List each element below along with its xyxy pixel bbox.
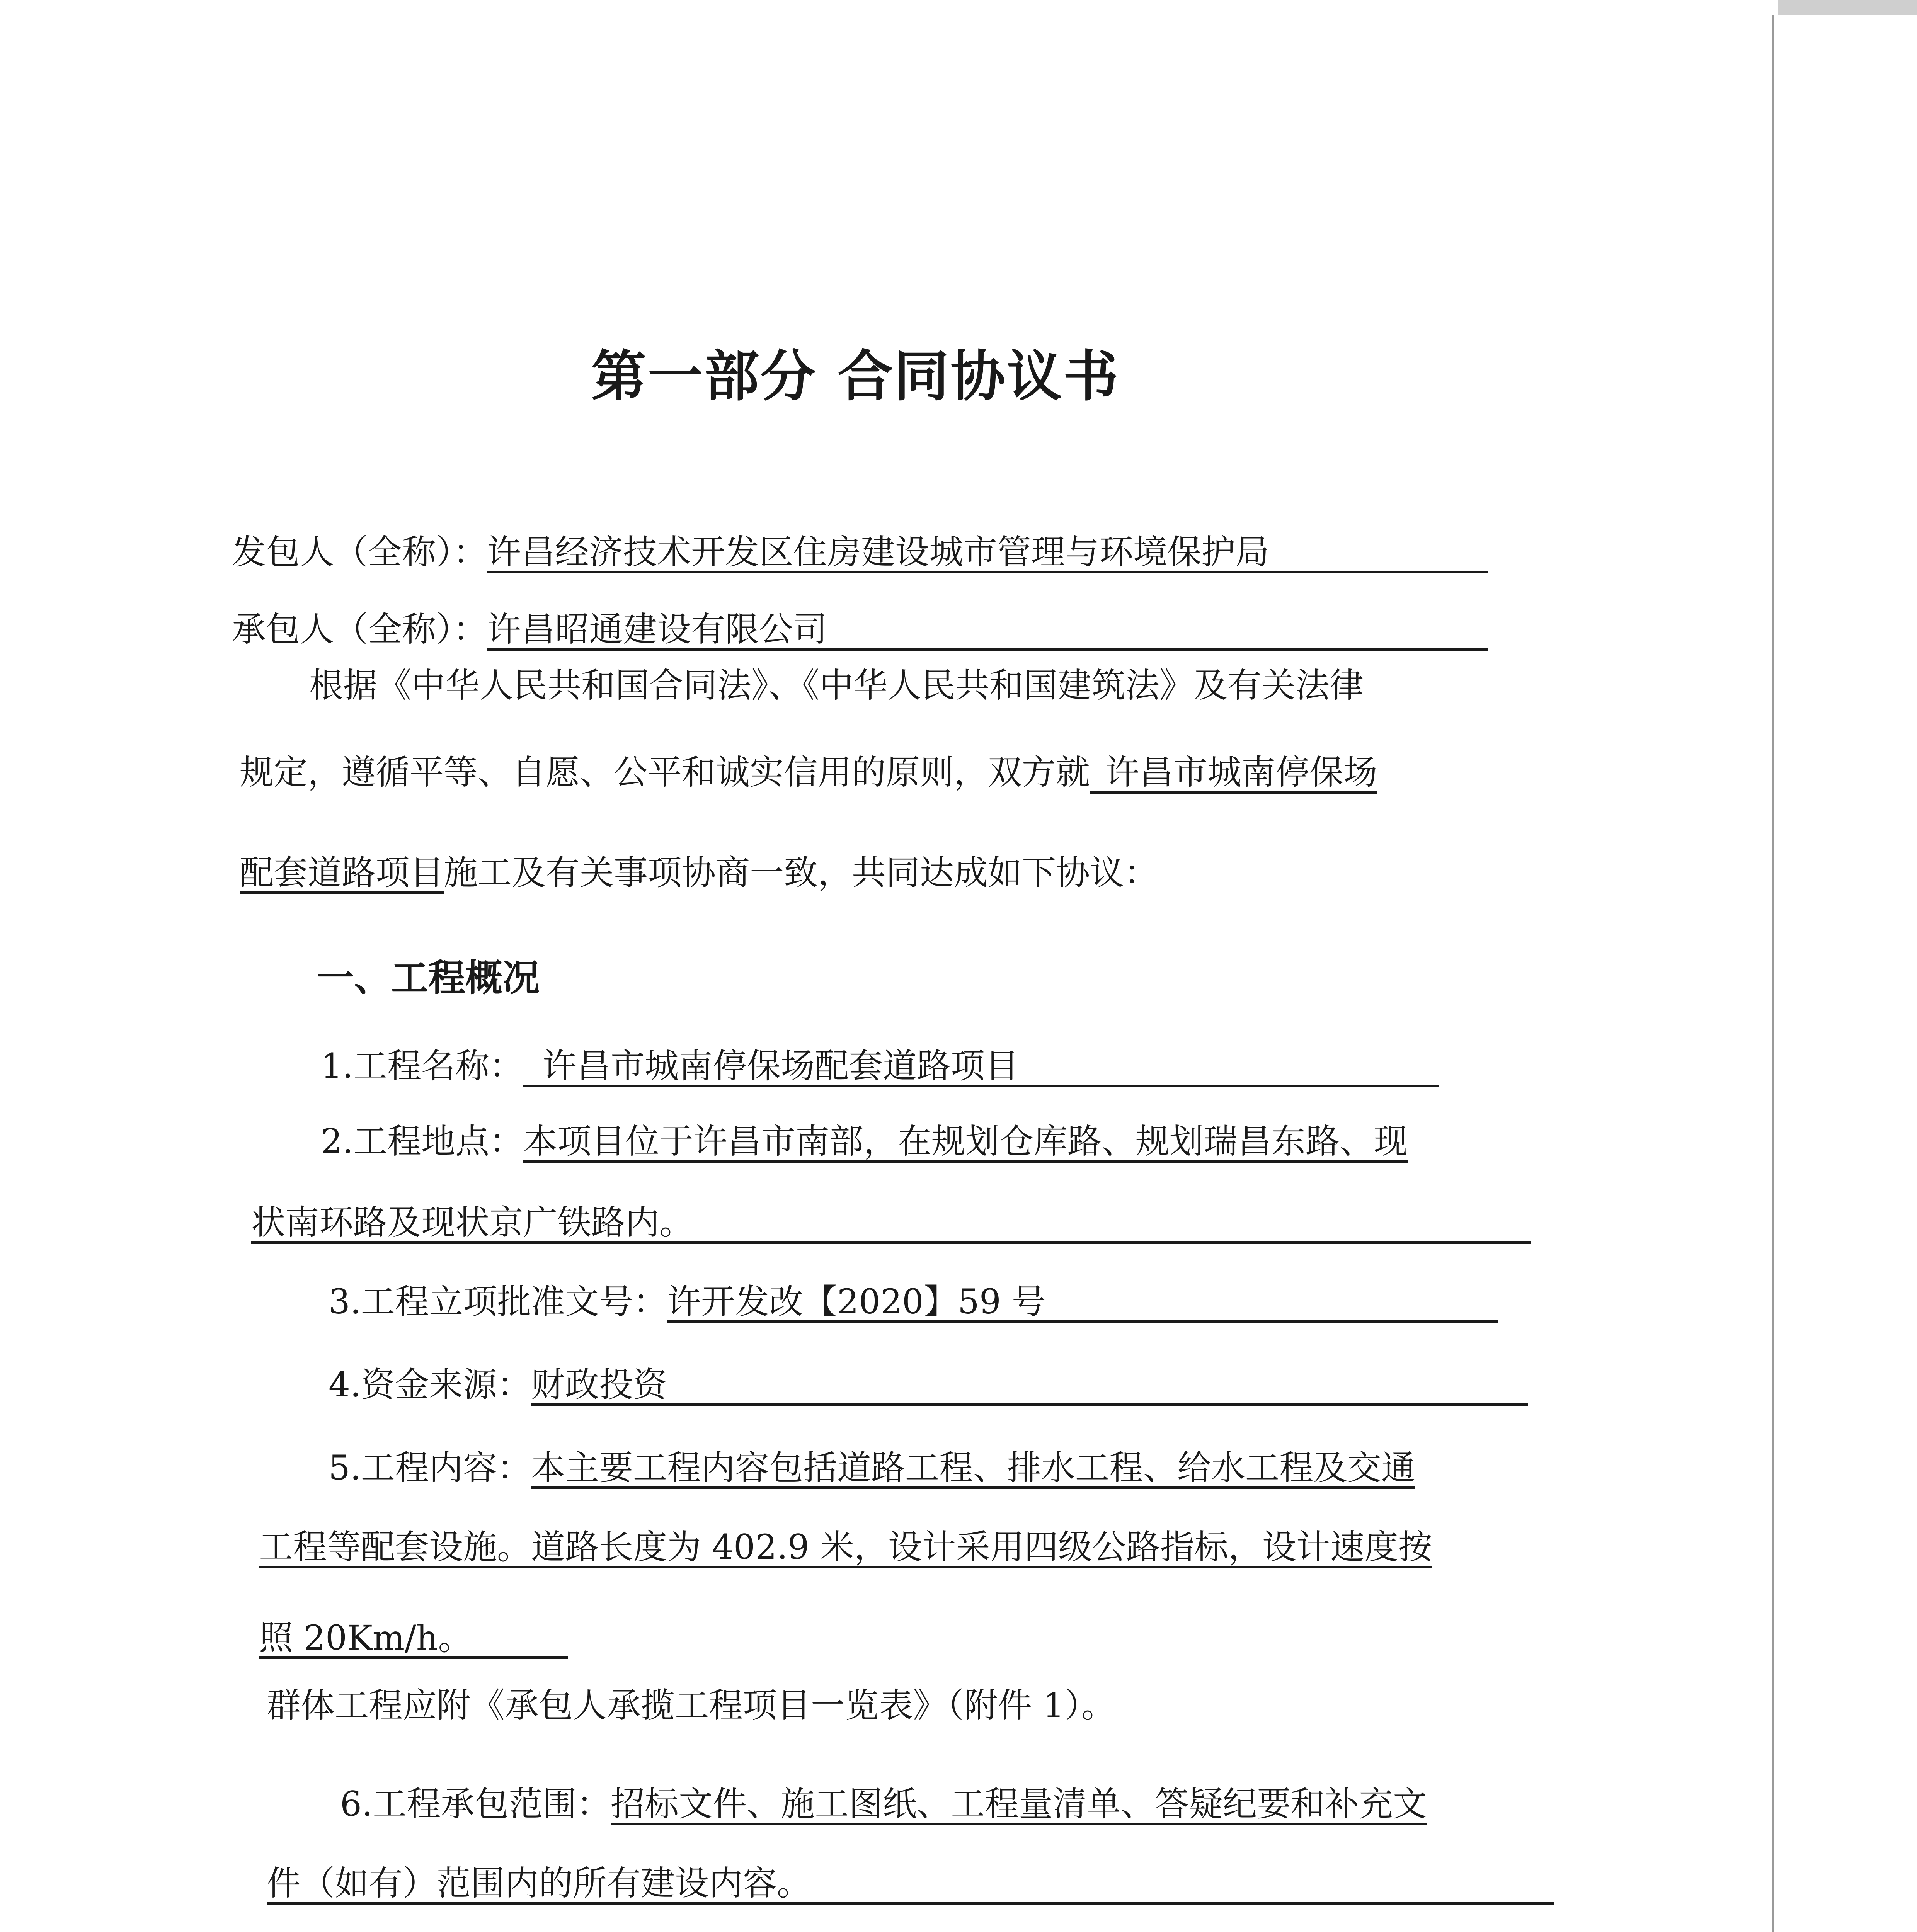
scan-edge-top [1778, 0, 1917, 15]
item-5-value-line-1: 本主要工程内容包括道路工程、排水工程、给水工程及交通 [531, 1451, 1415, 1489]
preamble-line-1: 根据《中华人民共和国合同法》、《中华人民共和国建筑法》及有关法律 [309, 665, 1364, 705]
item-4-row [329, 1365, 1528, 1406]
item-5-row-2 [259, 1527, 1432, 1568]
project-name-part2: 配套道路项目 [240, 856, 444, 894]
preamble-line-3 [240, 853, 1158, 894]
item-5-row-3 [259, 1618, 568, 1659]
employer-label: 发包人（全称）： [232, 532, 487, 572]
item-5-value-line-2: 工程等配套设施。道路长度为 402.9 米，设计采用四级公路指标，设计速度按 [259, 1530, 1432, 1568]
item-5-label: 5.工程内容： [329, 1448, 531, 1488]
contractor-name: 许昌昭通建设有限公司 [487, 612, 1488, 651]
item-3-row [329, 1282, 1498, 1323]
preamble-line-3-text: 施工及有关事项协商一致，共同达成如下协议： [444, 853, 1158, 893]
group-note: 群体工程应附《承包人承揽工程项目一览表》（附件 1）。 [267, 1685, 1115, 1725]
item-2-value-line-2: 状南环路及现状京广铁路内。 [251, 1206, 1531, 1244]
item-2-label: 2.工程地点： [321, 1121, 523, 1161]
item-6-value-line-2: 件（如有）范围内的所有建设内容。 [267, 1866, 1554, 1905]
page-title: 第一部分 合同协议书 [591, 345, 1120, 408]
item-6-label: 6.工程承包范围： [340, 1784, 611, 1824]
item-6-row [340, 1784, 1427, 1825]
item-4-label: 4.资金来源： [329, 1365, 531, 1405]
employer-name: 许昌经济技术开发区住房建设城市管理与环境保护局 [487, 535, 1488, 573]
contractor-row [232, 609, 1488, 651]
item-6-row-2 [267, 1863, 1554, 1905]
project-name-part1: 许昌市城南停保场 [1090, 755, 1377, 794]
section-1-heading: 一、工程概况 [317, 956, 540, 1000]
contractor-label: 承包人（全称）： [232, 609, 487, 649]
preamble-line-2-text: 规定，遵循平等、自愿、公平和诚实信用的原则，双方就 [240, 752, 1090, 792]
item-3-label: 3.工程立项批准文号： [329, 1282, 667, 1321]
item-6-value-line-1: 招标文件、施工图纸、工程量清单、答疑纪要和补充文 [611, 1787, 1427, 1825]
scan-edge [1772, 15, 1774, 1932]
item-1-row [321, 1046, 1439, 1087]
item-5-value-line-3: 照 20Km/h。 [259, 1621, 568, 1659]
item-2-row [321, 1121, 1408, 1163]
item-1-label: 1.工程名称： [321, 1046, 523, 1086]
preamble-line-2 [240, 752, 1378, 794]
item-1-value: 许昌市城南停保场配套道路项目 [523, 1049, 1439, 1087]
item-5-row [329, 1448, 1415, 1489]
item-2-value-line-1: 本项目位于许昌市南部，在规划仓库路、规划瑞昌东路、现 [523, 1124, 1408, 1163]
item-3-value: 许开发改【2020】59 号 [667, 1285, 1498, 1323]
item-4-value: 财政投资 [531, 1368, 1528, 1406]
item-2-row-2 [251, 1202, 1531, 1244]
employer-row [232, 532, 1488, 573]
